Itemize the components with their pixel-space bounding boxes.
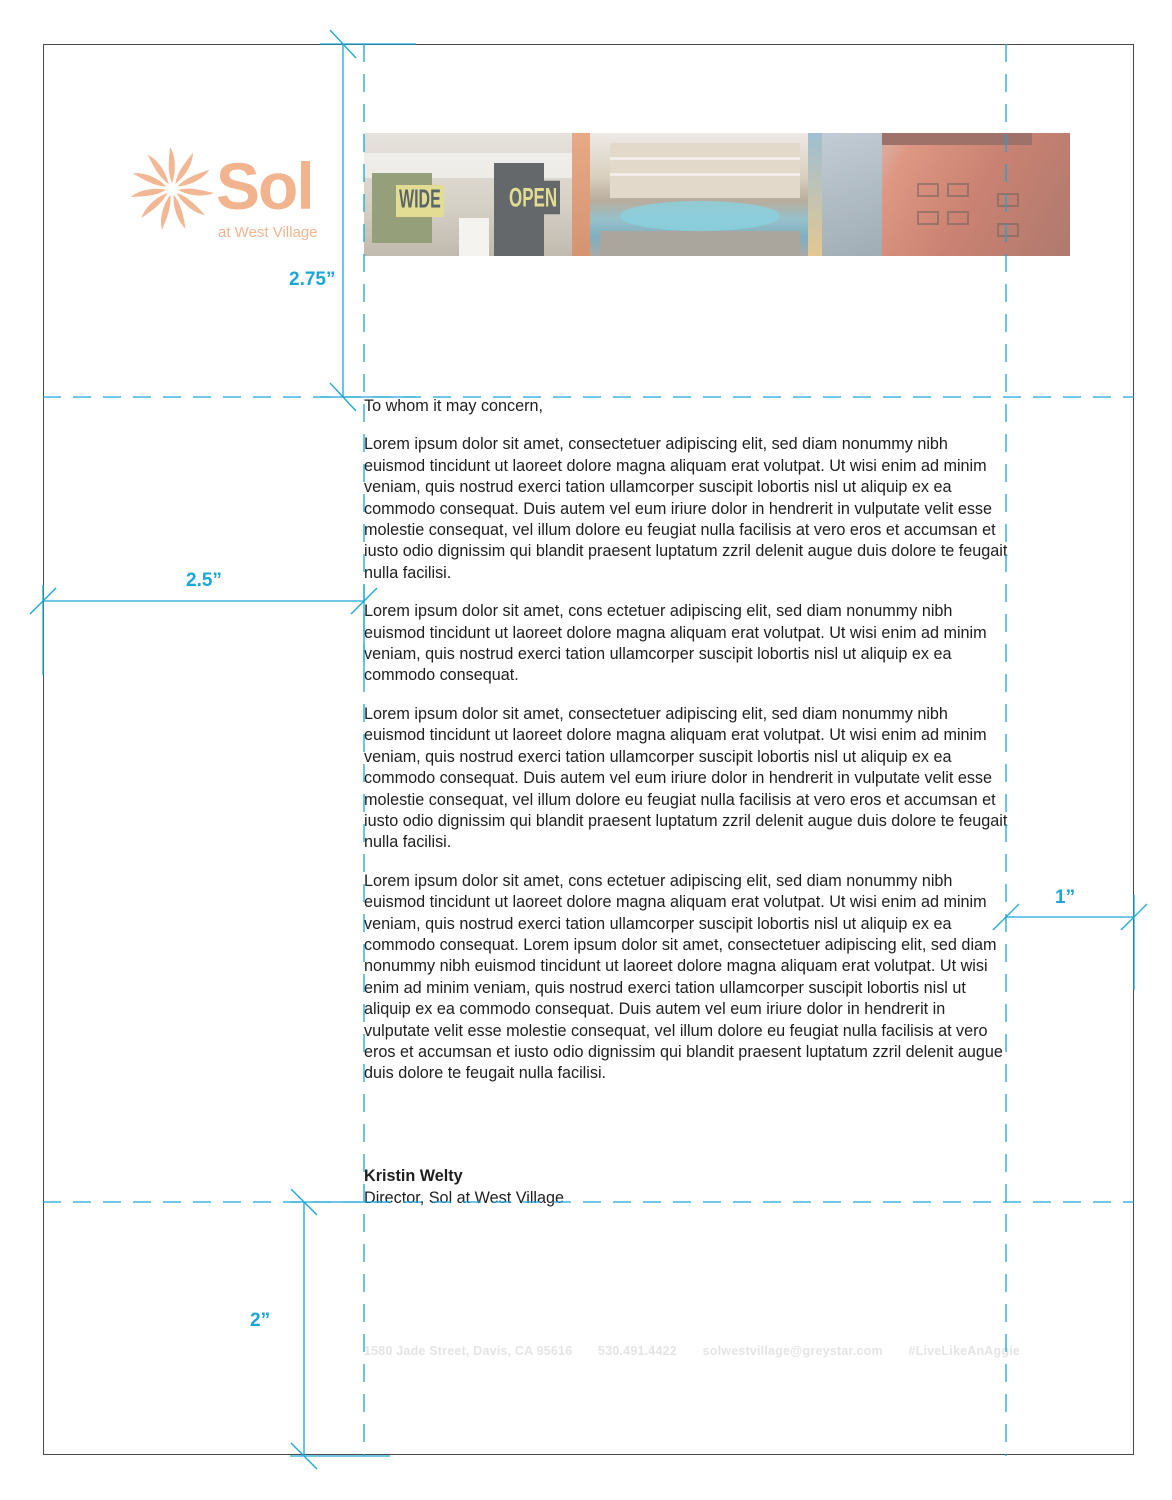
logo-subtitle: at West Village (218, 224, 318, 241)
lobby-photo (364, 133, 572, 256)
footer-contact (364, 1344, 1042, 1358)
open-sign: OPEN (506, 181, 560, 215)
sun-petal (169, 147, 175, 183)
building-photo (822, 133, 1070, 256)
letter-paragraph: Lorem ipsum dolor sit amet, cons ectetuer adipiscing elit, sed diam nonummy nibh euismod tincidunt ut laoreet dolore magna aliquam erat volutpat. Ut wisi enim ad minim veniam, quis nostrud exerci tation ullamcorper suscipit lobortis nisl ut aliquip ex ea commodo consequat. (364, 602, 987, 685)
footer-hashtag: #LiveLikeAnAggie (908, 1344, 1021, 1358)
logo-wordmark: Sol (216, 149, 313, 223)
sol-logo (128, 145, 338, 245)
left-margin-label: 2.5” (186, 570, 222, 591)
letter-paragraph: Lorem ipsum dolor sit amet, cons ectetuer adipiscing elit, sed diam nonummy nibh euismod tincidunt ut laoreet dolore magna aliquam erat volutpat. Ut wisi enim ad minim veniam, quis nostrud exerci tation ullamcorper suscipit lobortis nisl ut aliquip ex ea commodo consequat. Lorem ipsum dolor sit amet, consectetuer adipiscing elit, sed diam nonummy nibh euismod tincidunt ut laoreet dolore magna aliquam erat volutpat. Ut wisi enim ad minim veniam, quis nostrud exerci tation ullamcorper suscipit lobortis nisl ut aliquip ex ea commodo consequat. Duis autem vel eum iriure dolor in hendrerit in vulputate velit esse molestie consequat, vel illum dolore eu feugiat nulla facilisis at vero eros et accumsan et iusto odio dignissim qui blandit praesent luptatum zzril delenit augue duis dolore te feugait nulla facilisi. (364, 871, 1003, 1083)
signature-block (364, 1165, 564, 1209)
top-margin-label: 2.75” (289, 269, 336, 290)
footer-email: solwestvillage@greystar.com (702, 1344, 883, 1358)
signature-title: Director, Sol at West Village (364, 1189, 565, 1207)
footer-phone: 530.491.4422 (598, 1344, 677, 1358)
sun-burst-icon (128, 145, 216, 235)
signature-name: Kristin Welty (364, 1167, 463, 1185)
right-margin-label: 1” (1055, 887, 1076, 908)
bottom-margin-label: 2” (250, 1310, 271, 1331)
letter-greeting: To whom it may concern, (364, 397, 544, 415)
letter-body (364, 396, 1012, 1102)
pool-photo (590, 133, 808, 256)
wide-sign: WIDE (396, 185, 444, 217)
footer-address: 1580 Jade Street, Davis, CA 95616 (364, 1344, 573, 1358)
letter-paragraph: Lorem ipsum dolor sit amet, consectetuer adipiscing elit, sed diam nonummy nibh euismod tincidunt ut laoreet dolore magna aliquam erat volutpat. Ut wisi enim ad minim veniam, quis nostrud exerci tation ullamcorper suscipit lobortis nisl ut aliquip ex ea commodo consequat. Duis autem vel eum iriure dolor in hendrerit in vulputate velit esse molestie consequat, vel illum dolore eu feugiat nulla facilisis at vero eros et accumsan et iusto odio dignissim qui blandit praesent luptatum zzril delenit augue duis dolore te feugait nulla facilisi. (364, 435, 1008, 582)
header-photo-banner (364, 133, 1070, 256)
letter-paragraph: Lorem ipsum dolor sit amet, consectetuer adipiscing elit, sed diam nonummy nibh euismod tincidunt ut laoreet dolore magna aliquam erat volutpat. Ut wisi enim ad minim veniam, quis nostrud exerci tation ullamcorper suscipit lobortis nisl ut aliquip ex ea commodo consequat. Duis autem vel eum iriure dolor in hendrerit in vulputate velit esse molestie consequat, vel illum dolore eu feugiat nulla facilisis at vero eros et accumsan et iusto odio dignissim qui blandit praesent luptatum zzril delenit augue duis dolore te feugait nulla facilisi. (364, 704, 1008, 852)
